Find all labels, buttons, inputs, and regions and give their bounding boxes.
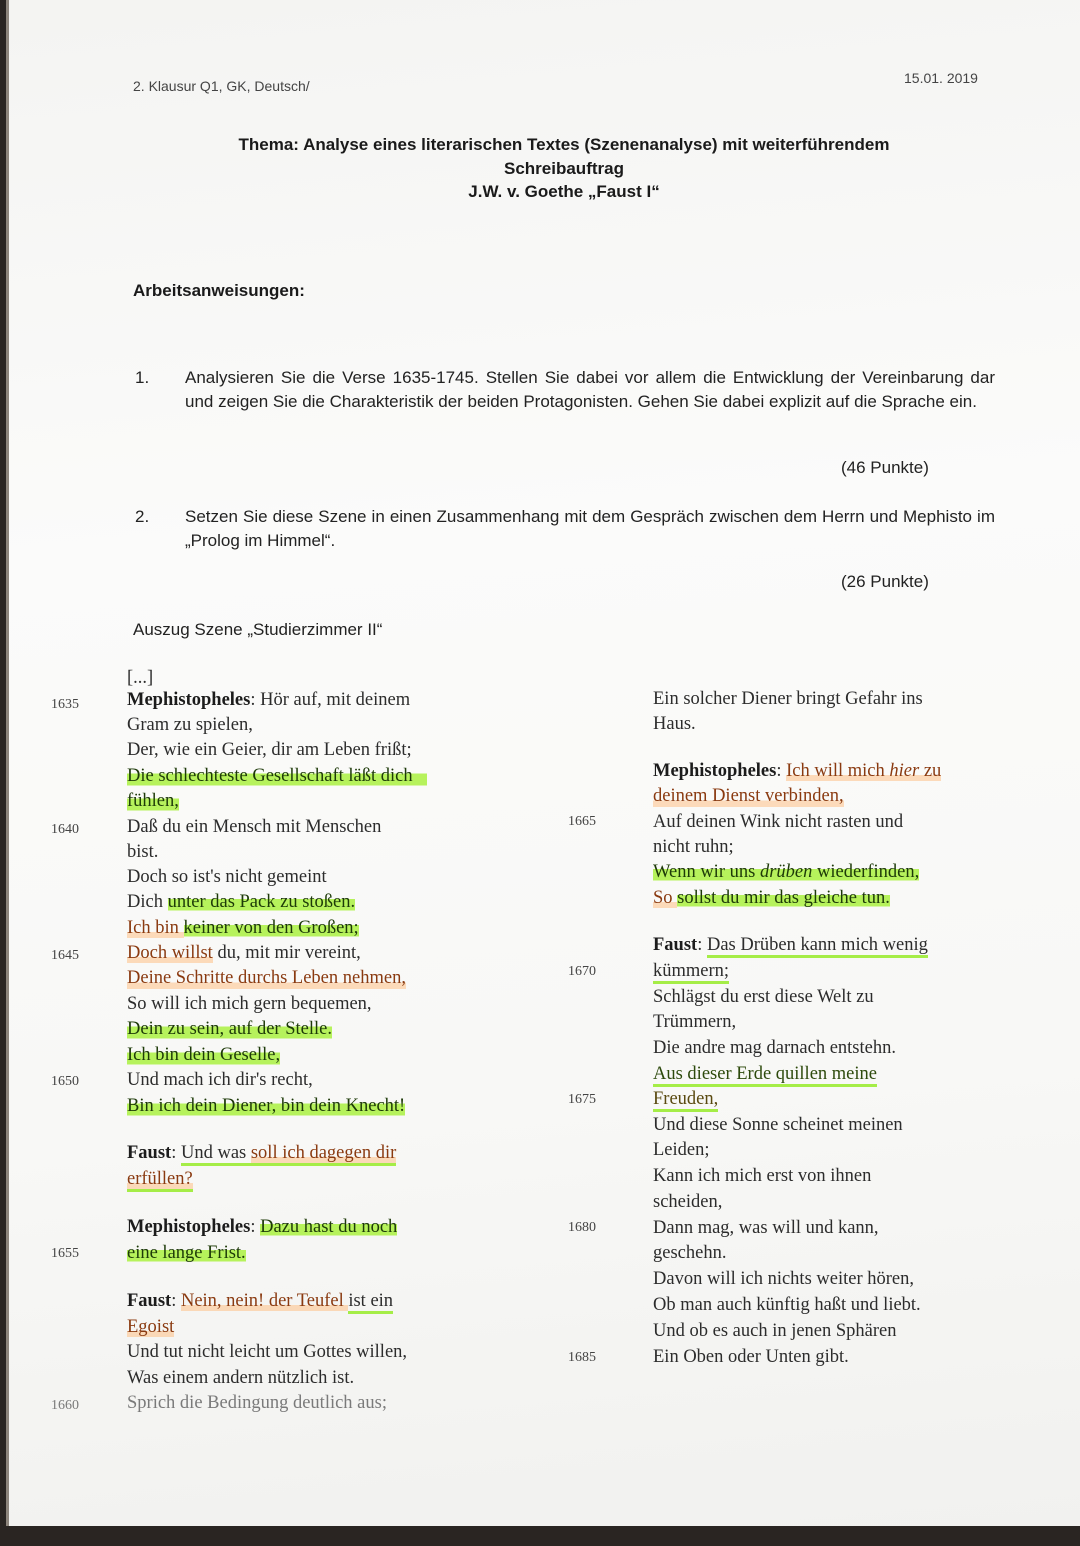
verse-line: So will ich mich gern bequemen, xyxy=(127,994,372,1014)
verse-line: Leiden; xyxy=(653,1140,710,1160)
speaker: Mephistopheles xyxy=(127,690,251,710)
verse-line: bist. xyxy=(127,842,159,862)
verse-line: eine lange Frist. xyxy=(127,1243,246,1263)
verse-line: Und ob es auch in jenen Sphären xyxy=(653,1321,897,1341)
verse-line: Und tut nicht leicht um Gottes willen, xyxy=(127,1342,408,1362)
speaker: Mephistopheles xyxy=(653,761,777,781)
verse-line: Kann ich mich erst von ihnen xyxy=(653,1166,872,1186)
ellipsis: [...] xyxy=(127,668,154,688)
verse-line-highlighted: fühlen, xyxy=(127,791,179,811)
verse-line: Gram zu spielen, xyxy=(127,715,253,735)
verse-line: Ob man auch künftig haßt und liebt. xyxy=(653,1295,921,1315)
verse-line: Egoist xyxy=(127,1317,175,1337)
verse-line: Was einem andern nützlich ist. xyxy=(127,1368,355,1388)
verse-line: Daß du ein Mensch mit Menschen xyxy=(127,817,382,837)
verse-line: Doch so ist's nicht gemeint xyxy=(127,867,327,887)
verse-line: Sprich die Bedingung deutlich aus; xyxy=(127,1393,387,1413)
task-text: Analysieren Sie die Verse 1635-1745. Stellen Sie dabei vor allem die Entwicklung der Vereinbarung dar und zeigen Sie die Charakteristik der beiden Protagonisten. Gehen Sie dabei explizit auf die Sprache ein. xyxy=(185,368,995,411)
task-number: 1. xyxy=(135,368,150,387)
speaker: Faust xyxy=(127,1291,172,1311)
verse-line: Faust: Nein, nein! der Teufel ist ein xyxy=(127,1291,393,1312)
verse-line: Faust: Und was soll ich dagegen dir xyxy=(127,1143,396,1164)
verse-line: Doch willst du, mit mir vereint, xyxy=(127,943,361,963)
title-line-3: J.W. v. Goethe „Faust I“ xyxy=(468,182,660,201)
verse-line: Mephistopheles: Dazu hast du noch xyxy=(127,1217,398,1237)
verse-line-highlighted: deinem Dienst verbinden, xyxy=(653,786,844,806)
verse-line: Davon will ich nichts weiter hören, xyxy=(653,1269,914,1289)
line-number: 1665 xyxy=(568,814,596,829)
instructions-heading: Arbeitsanweisungen: xyxy=(133,281,305,300)
verse-line: Die andre mag darnach entstehn. xyxy=(653,1038,896,1058)
verse-line: Schlägst du erst diese Welt zu xyxy=(653,987,874,1007)
verse-line: Dich unter das Pack zu stoßen. xyxy=(127,892,356,912)
line-number: 1655 xyxy=(51,1246,79,1261)
verse-line: Und diese Sonne scheinet meinen xyxy=(653,1115,903,1135)
verse-line: Der, wie ein Geier, dir am Leben frißt; xyxy=(127,740,412,760)
verse-line: Mephistopheles: Hör auf, mit deinem xyxy=(127,690,411,710)
speaker: Mephistopheles xyxy=(127,1217,251,1237)
exam-date: 15.01. 2019 xyxy=(904,70,978,86)
verse-line: Auf deinen Wink nicht rasten und xyxy=(653,812,904,832)
verse-line: So sollst du mir das gleiche tun. xyxy=(653,888,890,908)
line-number: 1635 xyxy=(51,697,79,712)
verse-line: kümmern; xyxy=(653,961,729,982)
title-line-2: Schreibauftrag xyxy=(504,158,624,178)
verse-line-highlighted: Deine Schritte durchs Leben nehmen, xyxy=(127,968,406,988)
verse-line-highlighted: Dein zu sein, auf der Stelle. xyxy=(127,1019,332,1039)
verse-line: erfüllen? xyxy=(127,1169,193,1190)
title-line-1: Thema: Analyse eines literarischen Textes (Szenenanalyse) mit weiterführendem xyxy=(238,135,890,154)
line-number: 1680 xyxy=(568,1220,596,1235)
speaker: Faust xyxy=(653,935,698,955)
verse-line: Dann mag, was will und kann, xyxy=(653,1218,879,1238)
verse-line: Faust: Das Drüben kann mich wenig xyxy=(653,935,928,956)
task-2 xyxy=(133,505,995,553)
line-number: 1670 xyxy=(568,964,596,979)
task-number: 2. xyxy=(135,507,150,526)
verse-line: geschehn. xyxy=(653,1243,727,1263)
verse-line: Aus dieser Erde quillen meine xyxy=(653,1064,877,1085)
line-number: 1685 xyxy=(568,1350,596,1365)
verse-line: Ein solcher Diener bringt Gefahr ins xyxy=(653,689,923,709)
verse-line-highlighted: Bin ich dein Diener, bin dein Knecht! xyxy=(127,1096,406,1116)
task-1 xyxy=(133,366,995,414)
verse-line: Und mach ich dir's recht, xyxy=(127,1070,313,1090)
verse-line: Haus. xyxy=(653,714,696,734)
verse-line: Trümmern, xyxy=(653,1012,737,1032)
speaker: Faust xyxy=(127,1143,172,1163)
table-surface xyxy=(0,1526,1080,1546)
exam-title xyxy=(159,133,969,204)
line-number: 1650 xyxy=(51,1074,79,1089)
verse-line: scheiden, xyxy=(653,1192,723,1212)
task-1-points: (46 Punkte) xyxy=(841,458,929,477)
task-text: Setzen Sie diese Szene in einen Zusammenhang mit dem Gespräch zwischen dem Herrn und Mephisto im „Prolog im Himmel“. xyxy=(185,507,995,550)
verse-line: Mephistopheles: Ich will mich hier zu xyxy=(653,761,942,781)
verse-line: Wenn wir uns drüben wiederfinden, xyxy=(653,862,920,882)
exam-sheet xyxy=(6,0,1080,1528)
excerpt-heading: Auszug Szene „Studierzimmer II“ xyxy=(133,620,383,639)
verse-line: nicht ruhn; xyxy=(653,837,734,857)
line-number: 1640 xyxy=(51,822,79,837)
verse-line: Ein Oben oder Unten gibt. xyxy=(653,1347,849,1367)
line-number: 1645 xyxy=(51,948,79,963)
course-header: 2. Klausur Q1, GK, Deutsch/ xyxy=(133,78,310,94)
verse-line-highlighted: Ich bin dein Geselle, xyxy=(127,1045,281,1065)
line-number: 1675 xyxy=(568,1092,596,1107)
task-2-points: (26 Punkte) xyxy=(841,572,929,591)
verse-line: Ich bin keiner von den Großen; xyxy=(127,918,359,938)
verse-line-highlighted: Die schlechteste Gesellschaft läßt dich xyxy=(127,766,427,787)
verse-line: Freuden, xyxy=(653,1089,718,1110)
line-number: 1660 xyxy=(51,1398,79,1413)
